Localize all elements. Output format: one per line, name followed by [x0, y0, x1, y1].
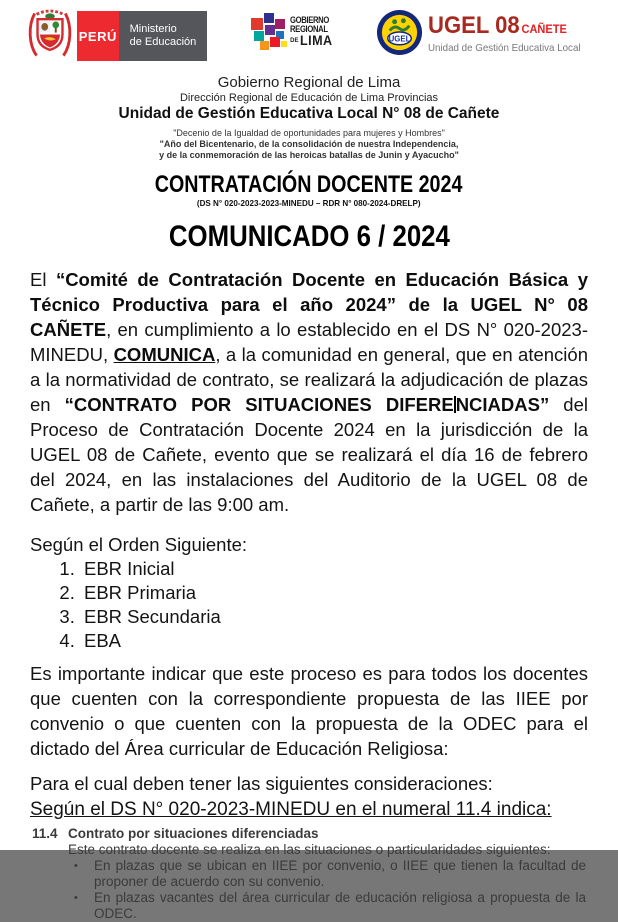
grl-mosaic-icon — [251, 13, 287, 51]
peru-brand-logo — [77, 11, 119, 61]
header-logos — [0, 6, 618, 66]
org-line-ugel-unit: Unidad de Gestión Educativa Local N° 08 de Cañete — [118, 105, 500, 122]
comunica-emphasis: COMUNICA — [113, 344, 216, 365]
grl-de: DE — [290, 38, 299, 44]
committee-name-bold: “Comité de Contratación Docente en Educación Básica y Técnico Productiva para el año 2024” de la UGEL N° 08 CAÑETE — [30, 269, 588, 340]
org-line-education-direction: Dirección Regional de Educación de Lima Provincias — [179, 92, 439, 104]
paragraph-important-note: Es importante indicar que este proceso es para todos los docentes que cuenten con la correspondiente propuesta de las IIEE por convenio o que cuenten con la propuesta de la ODEC para el dictado del Área curricular de Educación Religiosa: — [30, 663, 588, 759]
list-item: 1. EBR Inicial — [80, 557, 588, 581]
clause-title: Contrato por situaciones diferenciadas — [68, 826, 319, 841]
bullet-item: • En plazas vacantes del área curricular de educación religiosa a propuesta de la ODEC. — [74, 890, 586, 921]
clause-bullets — [72, 858, 588, 922]
official-mottos — [0, 128, 618, 161]
communique-title: COMUNICADO 6 / 2024 — [168, 220, 450, 253]
contract-type-bold: “CONTRATO POR SITUACIONES DIFERE — [64, 394, 454, 415]
ugel-region: CAÑETE — [521, 22, 567, 36]
ministry-line1: Ministerio — [129, 23, 177, 35]
grl-lima: LIMA — [299, 32, 333, 48]
bullet-item: • En plazas que se ubican en IIEE por convenio, o IIEE que tienen la facultad de proponer de acuerdo con su convenio. — [74, 858, 586, 889]
norm-reference-heading: Según el DS N° 020-2023-MINEDU en el numeral 11.4 indica: — [30, 799, 552, 820]
peru-brand-label: PERÚ — [78, 28, 117, 44]
grl-wordmark — [290, 13, 336, 51]
clause-number: 11.4 — [32, 826, 58, 841]
ministry-of-education-logo — [119, 11, 208, 61]
motto-line-3: y de la conmemoración de las heroicas batallas de Junin y Ayacucho" — [159, 150, 459, 160]
ugel-subtitle: Unidad de Gestión Educativa Local — [427, 42, 581, 54]
ugel-08-logo — [376, 9, 592, 56]
ugel-badge-icon — [376, 9, 423, 56]
clause-heading — [32, 826, 588, 842]
list-item: 4. EBA — [80, 629, 588, 653]
list-item: 2. EBR Primaria — [80, 581, 588, 605]
document-reference: (DS N° 020-2023-2023-MINEDU – RDR N° 080-2024-DRELP) — [197, 198, 421, 208]
ugel-wordmark — [428, 9, 592, 56]
document-body — [30, 267, 588, 796]
motto-line-1: "Decenio de la Igualdad de oportunidades para mujeres y Hombres" — [173, 128, 445, 138]
paragraph-announcement: El “Comité de Contratación Docente en Educación Básica y Técnico Productiva para el año 2024” de la UGEL N° 08 CAÑETE, en cumplimiento a lo establecido en el DS N° 020-2023-MINEDU, COMUNICA, a la comunidad en general, que en atención a la normatividad de contrato, se realizará la adjudicación de plazas en “CONTRATO POR SITUACIONES DIFERE NCIADAS” del Proceso de Contratación Docente 2024 en la jurisdicción de la UGEL 08 de Cañete, evento que se realizará el día 16 de febrero del 2024, en las instalaciones del Auditorio de la UGEL 08 de Cañete, a partir de las 9:00 am. — [30, 269, 589, 515]
bullet-dot: • — [74, 860, 78, 872]
ministry-line2: de Educación — [129, 36, 197, 48]
peru-coat-of-arms-icon — [26, 6, 74, 63]
clause-11-4 — [32, 826, 588, 922]
clause-intro: Este contrato docente se realiza en las situaciones o particularidades siguientes: — [68, 842, 551, 857]
grl-line1: GOBIERNO — [290, 15, 330, 25]
motto-line-2: "Año del Bicentenario, de la consolidación de nuestra Independencia, — [159, 139, 459, 149]
list-item: 3. EBR Secundaria — [80, 605, 588, 629]
bullet-dot: • — [74, 892, 78, 904]
grl-line2: REGIONAL — [290, 24, 328, 34]
ugel-title: UGEL 08 — [427, 12, 520, 39]
paragraph-considerations: Para el cual deben tener las siguientes consideraciones: — [30, 773, 493, 794]
adjudication-order-list — [58, 557, 588, 653]
ugel-badge-label: UGEL — [388, 34, 411, 44]
gobierno-regional-lima-logo — [251, 13, 336, 51]
document-title: CONTRATACIÓN DOCENTE 2024 — [155, 171, 463, 198]
org-line-regional-government: Gobierno Regional de Lima — [217, 74, 401, 91]
order-intro: Según el Orden Siguiente: — [30, 534, 248, 555]
